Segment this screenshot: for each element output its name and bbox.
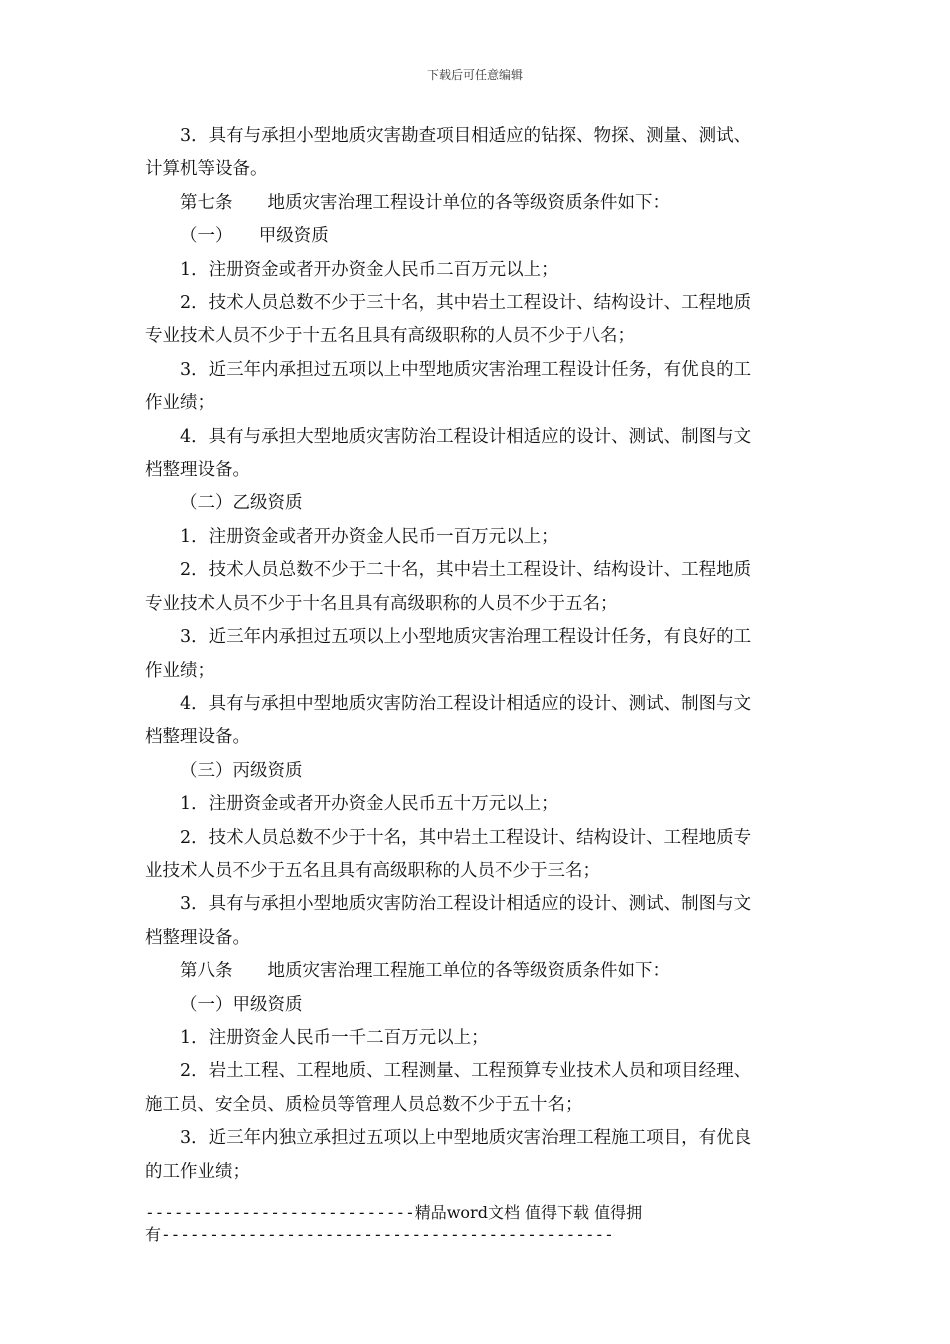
paragraph-line: 1．注册资金或者开办资金人民币五十万元以上； <box>180 794 559 815</box>
paragraph-line: 3．具有与承担小型地质灾害勘查项目相适应的钻探、物探、测量、测试、 <box>180 126 752 146</box>
footer-line-2 <box>145 1224 825 1246</box>
paragraph-line: 业技术人员不少于五名且具有高级职称的人员不少于三名； <box>145 860 600 881</box>
article-heading: 第八条 地质灾害治理工程施工单位的各等级资质条件如下： <box>180 961 670 982</box>
paragraph-line: 1．注册资金人民币一千二百万元以上； <box>180 1027 489 1048</box>
footer-dashes: ---------------------------- <box>145 1203 415 1222</box>
paragraph-line: 专业技术人员不少于十五名且具有高级职称的人员不少于八名； <box>145 326 635 347</box>
paragraph-line: 作业绩； <box>145 660 215 681</box>
page-header: 下载后可任意编辑 <box>426 68 523 82</box>
paragraph-line: 2．岩土工程、工程地质、工程测量、工程预算专业技术人员和项目经理、 <box>180 1061 752 1082</box>
paragraph-line: 1．注册资金或者开办资金人民币一百万元以上； <box>180 526 559 547</box>
paragraph-line: 档整理设备。 <box>145 727 250 748</box>
paragraph-line: 4．具有与承担中型地质灾害防治工程设计相适应的设计、测试、制图与文 <box>180 693 752 714</box>
paragraph-line: 3．近三年内独立承担过五项以上中型地质灾害治理工程施工项目，有优良 <box>180 1128 752 1149</box>
paragraph-line: 作业绩； <box>145 393 215 414</box>
paragraph-line: 档整理设备。 <box>145 460 250 481</box>
paragraph-line: 1．注册资金或者开办资金人民币二百万元以上； <box>180 259 559 280</box>
article-heading: 第七条 地质灾害治理工程设计单位的各等级资质条件如下： <box>180 192 670 213</box>
document-body <box>145 120 807 1189</box>
paragraph-line: 专业技术人员不少于十名且具有高级职称的人员不少于五名； <box>145 593 618 614</box>
paragraph-line: 的工作业绩； <box>145 1161 250 1182</box>
paragraph-line: 计算机等设备。 <box>145 159 268 180</box>
footer-line-1 <box>145 1202 825 1224</box>
footer-slogan: 精品word文档 值得下载 值得拥 <box>414 1203 643 1222</box>
section-heading: （二）乙级资质 <box>180 493 303 514</box>
section-heading: （一） 甲级资质 <box>180 226 329 247</box>
paragraph-line: 4．具有与承担大型地质灾害防治工程设计相适应的设计、测试、制图与文 <box>180 426 752 447</box>
footer-slogan-end: 有 <box>145 1225 162 1244</box>
paragraph-line: 3．具有与承担小型地质灾害防治工程设计相适应的设计、测试、制图与文 <box>180 894 752 915</box>
page-footer <box>145 1202 825 1246</box>
paragraph-line: 2．技术人员总数不少于二十名，其中岩土工程设计、结构设计、工程地质 <box>180 560 752 581</box>
section-heading: （一）甲级资质 <box>180 994 303 1015</box>
paragraph-line: 3．近三年内承担过五项以上中型地质灾害治理工程设计任务，有优良的工 <box>180 359 752 380</box>
paragraph-line: 档整理设备。 <box>145 927 250 948</box>
paragraph-line: 2．技术人员总数不少于十名，其中岩土工程设计、结构设计、工程地质专 <box>180 827 752 848</box>
paragraph-line: 3．近三年内承担过五项以上小型地质灾害治理工程设计任务，有良好的工 <box>180 627 752 648</box>
paragraph-line: 2．技术人员总数不少于三十名，其中岩土工程设计、结构设计、工程地质 <box>180 293 752 314</box>
paragraph-line: 施工员、安全员、质检员等管理人员总数不少于五十名； <box>145 1094 583 1115</box>
section-heading: （三）丙级资质 <box>180 760 303 781</box>
footer-dashes: ----------------------------------------------- <box>161 1225 614 1244</box>
